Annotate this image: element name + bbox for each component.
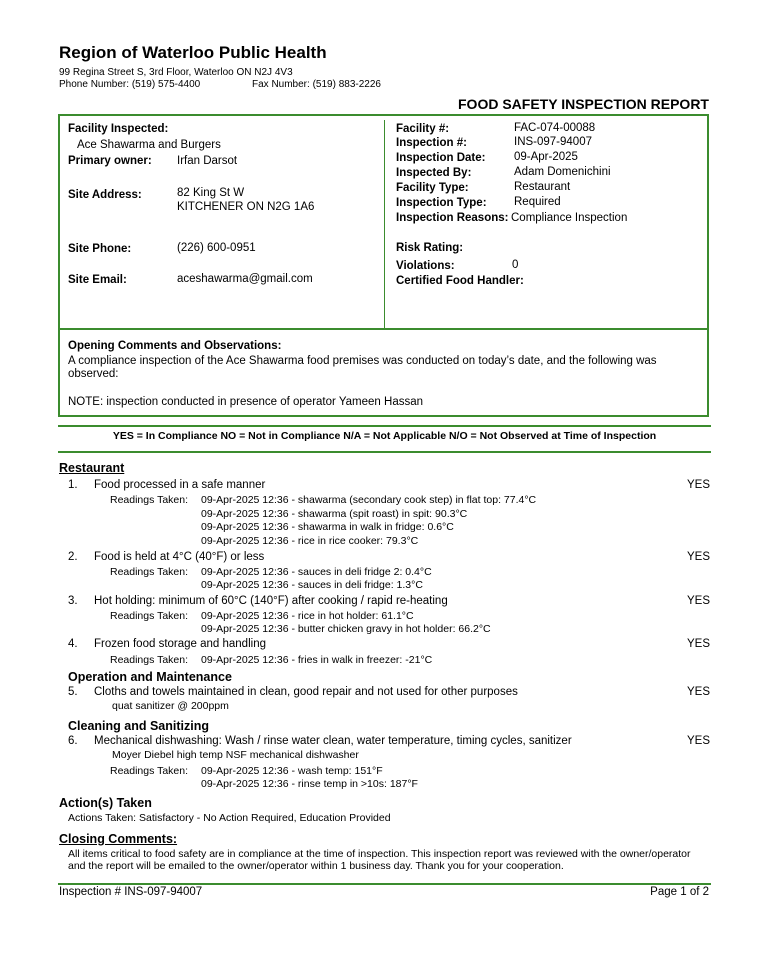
item-status: YES <box>686 735 710 747</box>
reading: 09-Apr-2025 12:36 - sauces in deli fridge 2: 0.4°C <box>201 566 432 578</box>
reading: 09-Apr-2025 12:36 - wash temp: 151°F <box>201 765 383 777</box>
certified-food-handler-label: Certified Food Handler: <box>396 275 524 287</box>
item-text: Cloths and towels maintained in clean, good repair and not used for other purposes <box>94 686 518 698</box>
phone-number: Phone Number: (519) 575-4400 <box>59 79 201 90</box>
compliance-legend: YES = In Compliance NO = Not in Compliance N/A = Not Applicable N/O = Not Observed at Time of Inspection <box>112 430 657 442</box>
item-text: Food is held at 4°C (40°F) or less <box>94 551 265 563</box>
inspection-number-value: INS-097-94007 <box>514 136 592 148</box>
section-operation-maintenance: Operation and Maintenance <box>68 670 232 684</box>
facility-type-value: Restaurant <box>514 181 571 193</box>
reading: 09-Apr-2025 12:36 - rice in hot holder: 61.1°C <box>201 610 414 622</box>
address-line: 99 Regina Street S, 3rd Floor, Waterloo ON N2J 4V3 <box>59 67 293 78</box>
reading: 09-Apr-2025 12:36 - sauces in deli fridge: 1.3°C <box>201 579 423 591</box>
info-divider-horizontal <box>58 328 709 330</box>
item-number: 6. <box>68 735 78 747</box>
reading: 09-Apr-2025 12:36 - shawarma (secondary cook step) in flat top: 77.4°C <box>201 494 537 506</box>
inspection-date-value: 09-Apr-2025 <box>514 151 578 163</box>
facility-number-value: FAC-074-00088 <box>514 122 596 134</box>
item-note: quat sanitizer @ 200ppm <box>112 700 229 712</box>
violations-value: 0 <box>512 259 519 271</box>
inspection-reasons-label: Inspection Reasons: <box>396 212 509 224</box>
reading: 09-Apr-2025 12:36 - rice in rice cooker: 79.3°C <box>201 535 419 547</box>
closing-comments-text: All items critical to food safety are in compliance at the time of inspection. This inspection report was reviewed with the owner/operator and the report will be emailed to the owner/operator within 1 business day. Thank you for your cooperation. <box>68 848 691 872</box>
site-email-value: aceshawarma@gmail.com <box>177 273 313 285</box>
opening-comments-title: Opening Comments and Observations: <box>68 340 282 352</box>
readings-label: Readings Taken: <box>110 494 189 506</box>
footer-inspection-number: Inspection # INS-097-94007 <box>59 886 203 898</box>
readings-label: Readings Taken: <box>110 654 189 666</box>
legend-rule-bottom <box>58 451 711 453</box>
item-status: YES <box>686 595 710 607</box>
facility-inspected-label: Facility Inspected: <box>68 123 169 135</box>
violations-label: Violations: <box>396 260 455 272</box>
item-text: Hot holding: minimum of 60°C (140°F) after cooking / rapid re-heating <box>94 595 448 607</box>
organization-name: Region of Waterloo Public Health <box>59 43 327 62</box>
inspection-type-value: Required <box>514 196 561 208</box>
site-phone-label: Site Phone: <box>68 243 132 255</box>
item-note: Moyer Diebel high temp NSF mechanical dishwasher <box>112 749 359 761</box>
inspection-number-label: Inspection #: <box>396 137 467 149</box>
item-number: 1. <box>68 479 78 491</box>
section-restaurant: Restaurant <box>59 461 125 475</box>
item-status: YES <box>686 479 710 491</box>
item-text: Mechanical dishwashing: Wash / rinse water clean, water temperature, timing cycles, sanitizer <box>94 735 572 747</box>
facility-type-label: Facility Type: <box>396 182 469 194</box>
inspected-by-label: Inspected By: <box>396 167 472 179</box>
facility-name: Ace Shawarma and Burgers <box>77 139 221 151</box>
reading: 09-Apr-2025 12:36 - fries in walk in freezer: -21°C <box>201 654 433 666</box>
primary-owner-value: Irfan Darsot <box>177 155 238 167</box>
actions-title: Action(s) Taken <box>59 796 152 810</box>
site-email-label: Site Email: <box>68 274 127 286</box>
item-status: YES <box>686 638 710 650</box>
section-cleaning-sanitizing: Cleaning and Sanitizing <box>68 719 209 733</box>
footer-page-number: Page 1 of 2 <box>650 886 709 898</box>
footer-rule <box>58 883 711 885</box>
item-status: YES <box>686 551 710 563</box>
inspection-type-label: Inspection Type: <box>396 197 487 209</box>
site-phone-value: (226) 600-0951 <box>177 242 256 254</box>
inspection-date-label: Inspection Date: <box>396 152 486 164</box>
item-number: 4. <box>68 638 78 650</box>
info-divider-vertical <box>384 120 385 329</box>
facility-number-label: Facility #: <box>396 123 450 135</box>
readings-label: Readings Taken: <box>110 566 189 578</box>
site-address-line2: KITCHENER ON N2G 1A6 <box>177 201 315 213</box>
item-text: Frozen food storage and handling <box>94 638 266 650</box>
readings-label: Readings Taken: <box>110 610 189 622</box>
item-number: 3. <box>68 595 78 607</box>
primary-owner-label: Primary owner: <box>68 155 152 167</box>
legend-rule-top <box>58 425 711 427</box>
opening-note: NOTE: inspection conducted in presence of operator Yameen Hassan <box>68 396 424 408</box>
readings-label: Readings Taken: <box>110 765 189 777</box>
opening-comments-text: A compliance inspection of the Ace Shawarma food premises was conducted on today’s date, and the following was observed: <box>68 355 657 380</box>
site-address-label: Site Address: <box>68 189 142 201</box>
fax-number: Fax Number: (519) 883-2226 <box>252 79 381 90</box>
reading: 09-Apr-2025 12:36 - shawarma in walk in fridge: 0.6°C <box>201 521 454 533</box>
item-status: YES <box>686 686 710 698</box>
actions-text: Actions Taken: Satisfactory - No Action Required, Education Provided <box>68 812 391 824</box>
organization-address <box>59 67 381 91</box>
report-title: FOOD SAFETY INSPECTION REPORT <box>458 96 709 112</box>
site-address-line1: 82 King St W <box>177 187 245 199</box>
inspection-reasons-value: Compliance Inspection <box>511 212 628 224</box>
closing-comments-title: Closing Comments: <box>59 832 178 846</box>
reading: 09-Apr-2025 12:36 - shawarma (spit roast) in spit: 90.3°C <box>201 508 468 520</box>
reading: 09-Apr-2025 12:36 - rinse temp in >10s: 187°F <box>201 778 418 790</box>
item-number: 5. <box>68 686 78 698</box>
reading: 09-Apr-2025 12:36 - butter chicken gravy in hot holder: 66.2°C <box>201 623 491 635</box>
inspected-by-value: Adam Domenichini <box>514 166 611 178</box>
item-number: 2. <box>68 551 78 563</box>
item-text: Food processed in a safe manner <box>94 479 266 491</box>
risk-rating-label: Risk Rating: <box>396 242 464 254</box>
